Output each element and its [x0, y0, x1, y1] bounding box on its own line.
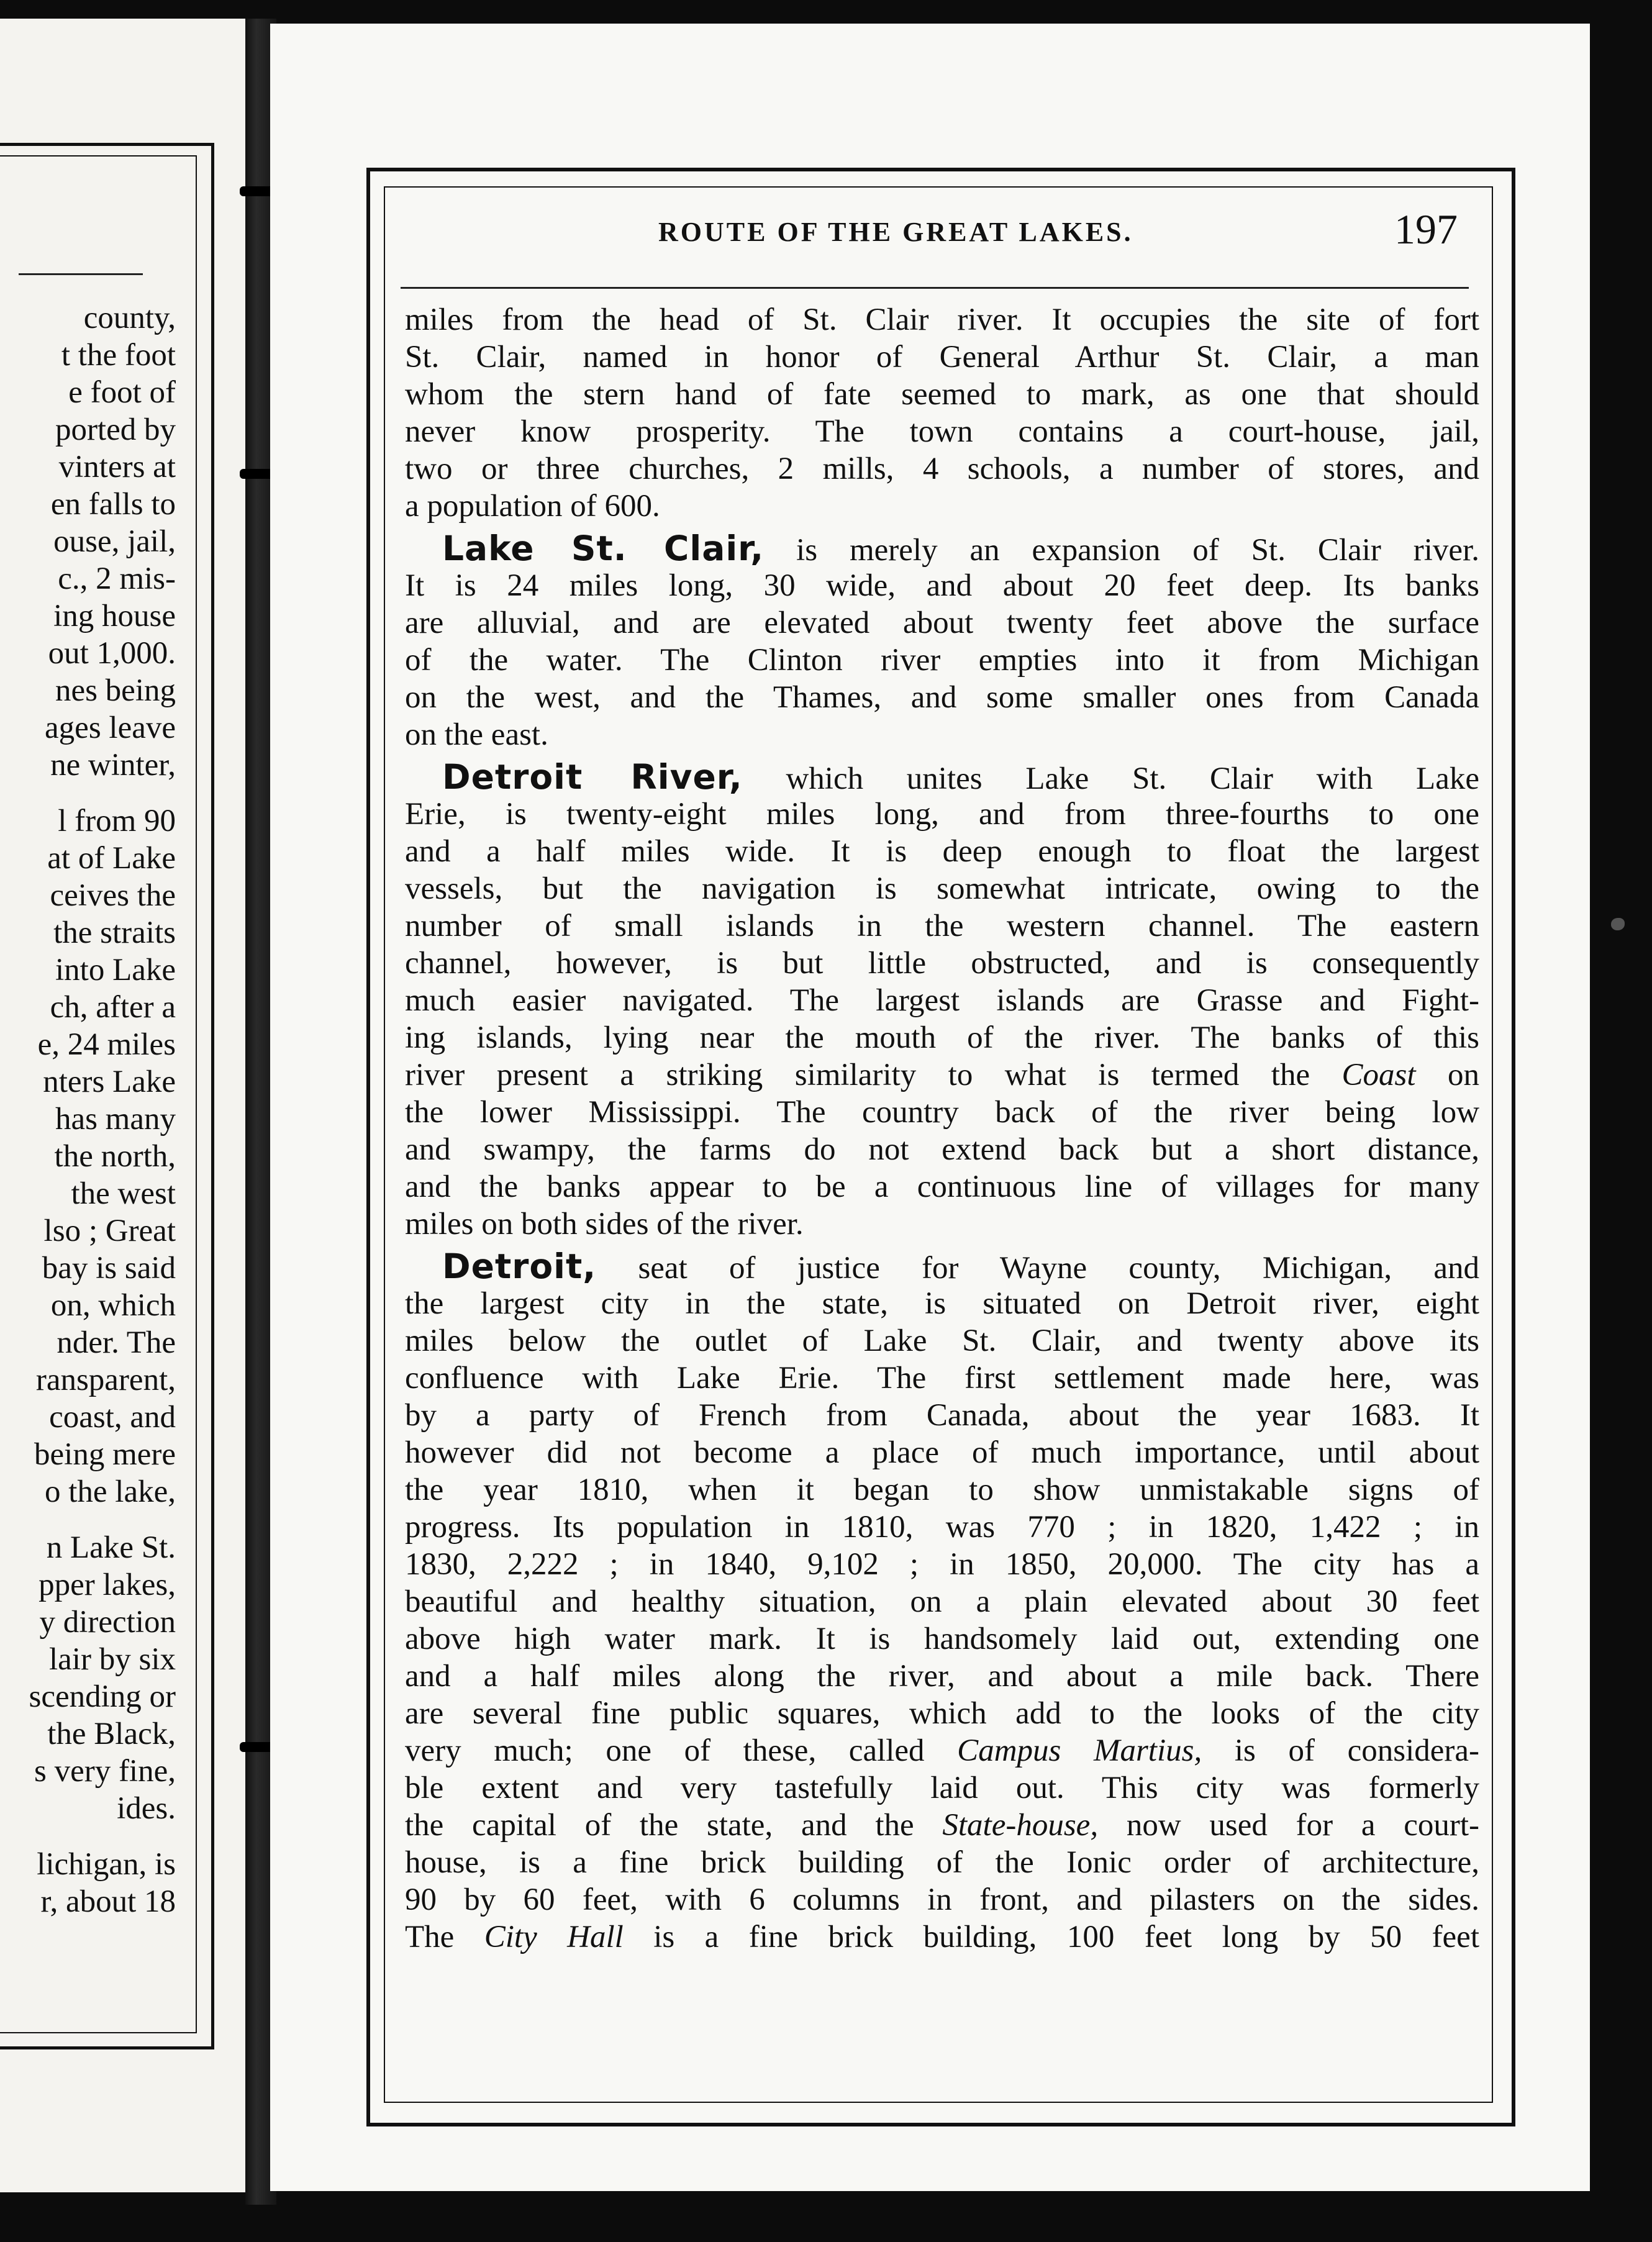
- text-line: the year 1810, when it began to show unmistakable signs of: [405, 1473, 1479, 1507]
- text-line: house, is a fine brick building of the Ionic order of architecture,: [405, 1845, 1479, 1880]
- text-line: [405, 1918, 1479, 1956]
- text-run: on: [1415, 1058, 1480, 1092]
- left-text-line: vinters at: [58, 450, 176, 484]
- paragraph-detroit: [405, 1248, 1479, 1956]
- left-text-line: ceives the: [50, 878, 176, 913]
- text-line: number of small islands in the western channel. The eastern: [405, 909, 1479, 943]
- text-run: river present a striking similarity to what is termed the: [405, 1058, 1342, 1092]
- text-line: ble extent and very tastefully laid out. This city was formerly: [405, 1771, 1479, 1805]
- left-text-line: into Lake: [55, 953, 176, 987]
- binding-clip: [240, 469, 273, 479]
- text-line: It is 24 miles long, 30 wide, and about 20 feet deep. Its banks: [405, 568, 1479, 603]
- text-line: on the east.: [405, 717, 548, 752]
- text-line: are several fine public squares, which add to the looks of the city: [405, 1696, 1479, 1731]
- line-gap: [0, 1510, 176, 1529]
- left-facing-page: [0, 19, 245, 2192]
- entry-heading: Detroit,: [442, 1246, 597, 1286]
- text-line: 1830, 2,222 ; in 1840, 9,102 ; in 1850, 20,000. The city has a: [405, 1547, 1479, 1582]
- left-text-line: the Black,: [47, 1717, 176, 1751]
- text-line: miles on both sides of the river.: [405, 1207, 804, 1241]
- text-line: and swampy, the farms do not extend back but a short distance,: [405, 1132, 1479, 1167]
- text-line: however did not become a place of much importance, until about: [405, 1435, 1479, 1470]
- left-text-line: pper lakes,: [39, 1568, 176, 1602]
- left-text-line: ing house: [53, 599, 176, 633]
- left-text-line: t the foot: [61, 338, 176, 373]
- ink-blot: [1611, 918, 1625, 930]
- left-text-line: bay is said: [42, 1251, 176, 1286]
- text-run: the capital of the state, and the: [405, 1808, 943, 1843]
- left-text-line: coast, and: [49, 1400, 176, 1435]
- text-line: the largest city in the state, is situated on Detroit river, eight: [405, 1286, 1479, 1321]
- left-text-line: ides.: [117, 1791, 176, 1826]
- text-line: much easier navigated. The largest islands are Grasse and Fight-: [405, 983, 1479, 1018]
- text-run: The: [405, 1920, 484, 1954]
- left-text-line: ne winter,: [50, 748, 176, 783]
- text-run: seat of justice for Wayne county, Michigan, and: [596, 1251, 1479, 1286]
- left-text-line: scending or: [29, 1679, 176, 1714]
- text-line: progress. Its population in 1810, was 770 ; in 1820, 1,422 ; in: [405, 1510, 1479, 1545]
- text-line: ing islands, lying near the mouth of the river. The banks of this: [405, 1020, 1479, 1055]
- left-text-line: has many: [55, 1102, 176, 1137]
- text-run: very much; one of these, called: [405, 1733, 958, 1768]
- left-text-line: ages leave: [45, 710, 176, 745]
- text-line: by a party of French from Canada, about the year 1683. It: [405, 1398, 1479, 1433]
- text-run: is merely an expansion of St. Clair river.: [764, 533, 1479, 568]
- text-line: [405, 1248, 1479, 1285]
- text-line: [405, 1732, 1479, 1769]
- left-text-line: the west: [71, 1176, 176, 1211]
- left-text-line: r, about 18: [40, 1884, 176, 1919]
- entry-heading: Lake St. Clair,: [442, 529, 765, 568]
- left-text-line: o the lake,: [45, 1474, 176, 1509]
- left-text-line: on, which: [50, 1288, 176, 1323]
- italic-term: Campus Martius,: [957, 1733, 1202, 1768]
- left-text-line: the north,: [54, 1139, 176, 1174]
- left-page-text: [0, 299, 176, 1920]
- text-line: and a half miles wide. It is deep enough to float the largest: [405, 834, 1479, 869]
- text-line: [405, 530, 1479, 567]
- text-run: which unites Lake St. Clair with Lake: [742, 761, 1479, 796]
- left-text-line: out 1,000.: [48, 636, 176, 671]
- text-line: and a half miles along the river, and about a mile back. There: [405, 1659, 1479, 1694]
- left-text-line: e, 24 miles: [37, 1027, 176, 1062]
- text-line: St. Clair, named in honor of General Arthur St. Clair, a man: [405, 340, 1479, 374]
- text-line: channel, however, is but little obstructed, and is consequently: [405, 946, 1479, 981]
- text-line: 90 by 60 feet, with 6 columns in front, and pilasters on the sides.: [405, 1882, 1479, 1917]
- text-run: is of considera-: [1202, 1733, 1479, 1768]
- binding-clip: [240, 1742, 273, 1752]
- left-text-line: lso ; Great: [43, 1214, 176, 1248]
- left-text-line: county,: [83, 301, 176, 335]
- left-text-line: the straits: [53, 915, 176, 950]
- text-line: above high water mark. It is handsomely laid out, extending one: [405, 1622, 1479, 1656]
- text-line: are alluvial, and are elevated about twenty feet above the surface: [405, 606, 1479, 640]
- paragraph-detroit-river: [405, 758, 1479, 1243]
- header-rule: [401, 287, 1469, 289]
- text-run: is a fine brick building, 100 feet long by 50 feet: [623, 1920, 1479, 1954]
- left-text-line: nters Lake: [43, 1064, 176, 1099]
- text-line: vessels, but the navigation is somewhat intricate, owing to the: [405, 871, 1479, 906]
- text-line: the lower Mississippi. The country back of the river being low: [405, 1095, 1479, 1130]
- text-line: [405, 1807, 1479, 1844]
- left-text-line: nes being: [55, 673, 176, 708]
- text-line: of the water. The Clinton river empties into it from Michigan: [405, 643, 1479, 678]
- left-text-line: n Lake St.: [46, 1530, 176, 1565]
- text-line: a population of 600.: [405, 489, 660, 524]
- paragraph-lake-st-clair: [405, 530, 1479, 753]
- italic-term: State-house,: [942, 1808, 1099, 1843]
- text-line: whom the stern hand of fate seemed to mark, as one that should: [405, 377, 1479, 412]
- left-text-line: e foot of: [68, 375, 176, 410]
- text-line: and the banks appear to be a continuous line of villages for many: [405, 1169, 1479, 1204]
- left-page-rule: [19, 273, 143, 275]
- left-text-line: ch, after a: [50, 990, 176, 1025]
- left-text-line: lair by six: [49, 1642, 176, 1677]
- text-line: miles from the head of St. Clair river. It occupies the site of fort: [405, 302, 1479, 337]
- page-body: [405, 301, 1479, 1956]
- text-line: confluence with Lake Erie. The first settlement made here, was: [405, 1361, 1479, 1396]
- text-line: never know prosperity. The town contains a court-house, jail,: [405, 414, 1479, 449]
- left-text-line: l from 90: [58, 804, 176, 838]
- entry-heading: Detroit River,: [442, 757, 743, 797]
- text-run: now used for a court-: [1098, 1808, 1479, 1843]
- text-line: [405, 758, 1479, 796]
- line-gap: [0, 784, 176, 802]
- left-text-line: lichigan, is: [37, 1847, 176, 1882]
- left-text-line: en falls to: [50, 487, 176, 522]
- left-text-line: y direction: [39, 1605, 176, 1640]
- left-text-line: ouse, jail,: [53, 524, 176, 559]
- page-number: 197: [1394, 206, 1458, 253]
- paragraph-continuation: [405, 301, 1479, 525]
- left-text-line: ported by: [55, 412, 176, 447]
- text-line: [405, 1056, 1479, 1094]
- text-line: beautiful and healthy situation, on a plain elevated about 30 feet: [405, 1584, 1479, 1619]
- text-line: Erie, is twenty-eight miles long, and from three-fourths to one: [405, 797, 1479, 832]
- left-text-line: s very fine,: [34, 1754, 176, 1789]
- text-line: two or three churches, 2 mills, 4 schools, a number of stores, and: [405, 452, 1479, 486]
- left-text-line: c., 2 mis-: [58, 561, 176, 596]
- running-head: ROUTE OF THE GREAT LAKES.: [658, 217, 1133, 247]
- line-gap: [0, 1827, 176, 1846]
- italic-term: City Hall: [484, 1920, 624, 1954]
- binding-clip: [240, 186, 273, 196]
- text-line: miles below the outlet of Lake St. Clair, and twenty above its: [405, 1323, 1479, 1358]
- left-text-line: ransparent,: [35, 1363, 176, 1397]
- left-text-line: being mere: [34, 1437, 176, 1472]
- left-text-line: at of Lake: [47, 841, 176, 876]
- text-line: on the west, and the Thames, and some smaller ones from Canada: [405, 680, 1479, 715]
- left-text-line: nder. The: [57, 1325, 176, 1360]
- italic-term: Coast: [1341, 1058, 1416, 1092]
